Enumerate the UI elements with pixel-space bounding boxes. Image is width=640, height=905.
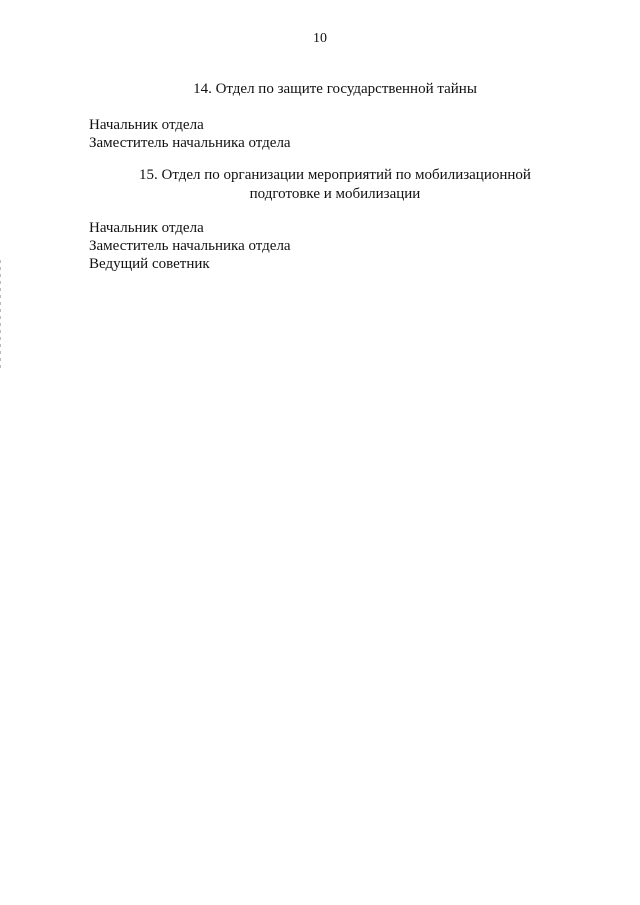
section-title-line: 15. Отдел по организации мероприятий по мобилизационной	[139, 167, 531, 183]
position-item: Ведущий советник	[89, 256, 210, 272]
position-list-14	[89, 116, 291, 152]
section-title-line: подготовке и мобилизации	[249, 186, 421, 202]
section-title-14	[0, 80, 640, 99]
position-list-15	[89, 219, 291, 273]
section-title-line: 14. Отдел по защите государственной тайны	[193, 81, 477, 97]
position-item: Начальник отдела	[89, 117, 204, 133]
position-item: Заместитель начальника отдела	[89, 135, 291, 151]
position-item: Начальник отдела	[89, 220, 204, 236]
position-item: Заместитель начальника отдела	[89, 238, 291, 254]
section-title-15	[0, 166, 640, 204]
scan-edge	[0, 260, 1, 370]
page-number: 10	[313, 31, 327, 46]
